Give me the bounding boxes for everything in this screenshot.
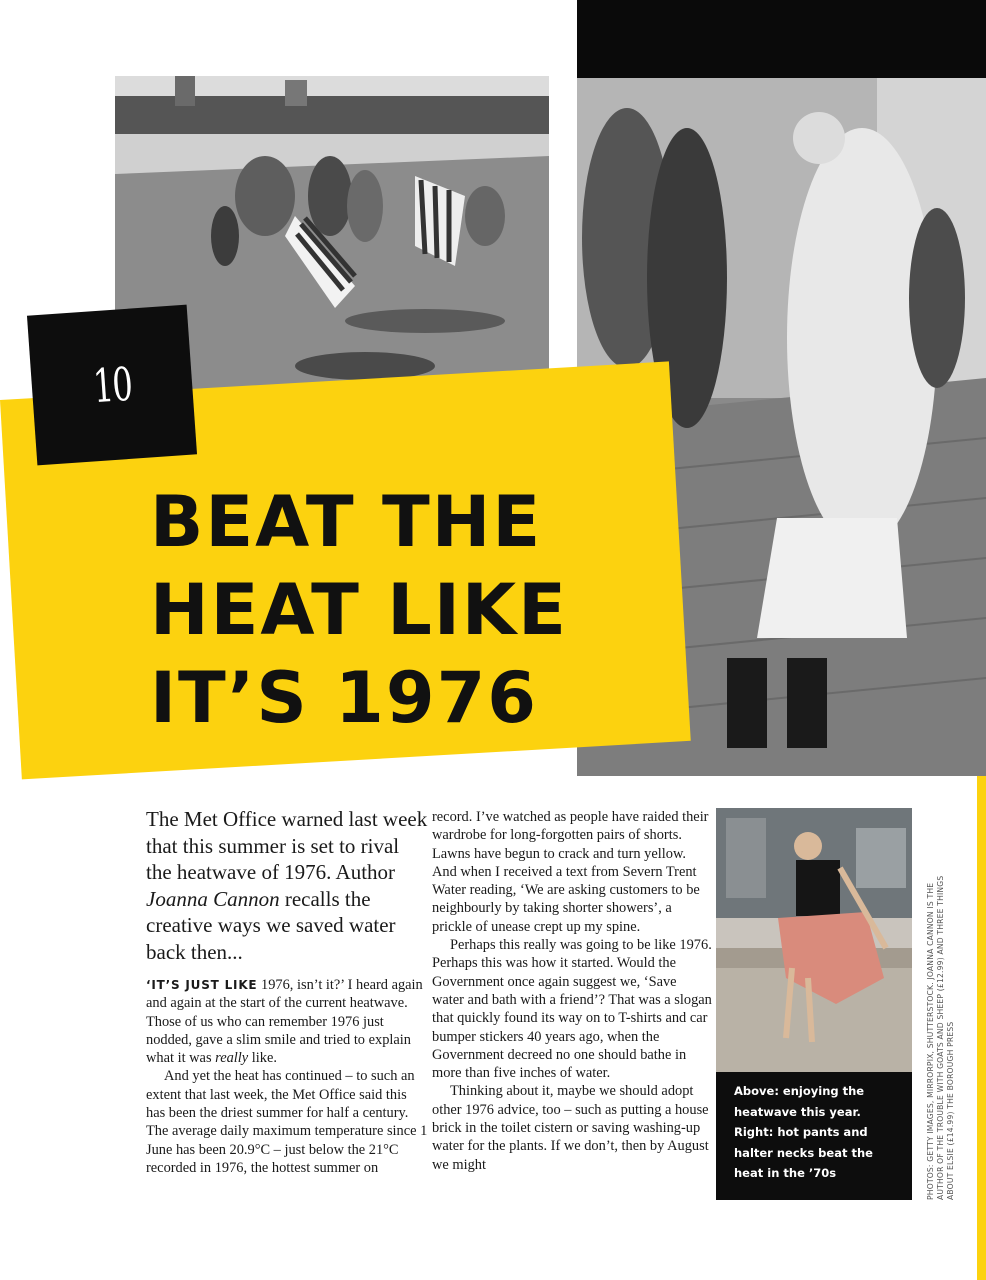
author-name: Joanna Cannon xyxy=(146,886,280,911)
emphasis-text: really xyxy=(215,1050,249,1067)
photo-caption-box xyxy=(716,1072,912,1200)
intro-text-a: The Met Office warned last week that this summer is set to rival the heatwave of 1976. Author xyxy=(146,807,428,884)
headline xyxy=(150,478,670,742)
paragraph xyxy=(146,976,428,1067)
page-edge-yellow-strip xyxy=(977,776,986,1280)
intro-standfirst xyxy=(146,806,428,965)
photo-credits: PHOTOS: GETTY IMAGES, MIRRORPIX, SHUTTERSTOCK. JOANNA CANNON IS THE AUTHOR OF THE TROUBLE WITH GOATS AND SHEEP (£12.99) AND THREE THINGS ABOUT ELSIE (£14.99) THE BOROUGH PRESS xyxy=(926,875,955,1200)
lead-in-caps: ‘IT’S JUST LIKE xyxy=(146,978,258,992)
feature-number-box xyxy=(27,305,197,466)
paragraph-text: like. xyxy=(248,1050,277,1067)
body-column-2 xyxy=(432,808,712,1174)
paragraph: Thinking about it, maybe we should adopt other 1976 advice, too – such as putting a house brick in the toilet cistern or saving washing-up water for the plants. If we don’t, then by August we might xyxy=(432,1083,709,1173)
top-black-bar xyxy=(577,0,986,78)
headline-line-2: HEAT LIKE xyxy=(150,569,568,651)
intro-text-b: recalls the creative ways we saved water back then... xyxy=(146,886,396,964)
paragraph: record. I’ve watched as people have raided their wardrobe for long-forgotten pairs of shorts. Lawns have begun to crack and turn yellow. And when I received a text from Severn Trent Water reading, ‘We are asking customers to be neighbourly by taking shorter showers’, a prickle of unease crept up my spine. xyxy=(432,809,709,935)
body-column-1 xyxy=(146,976,428,1177)
paragraph: Perhaps this really was going to be like 1976. Perhaps this was how it started. Would the Government once again suggest we, ‘Save water and bath with a friend’? That was a slogan that quickly found its way on to T-shirts and car bumper stickers 40 years ago, when the Government decreed no one should bathe in more than five inches of water. xyxy=(432,937,712,1082)
paragraph: And yet the heat has continued – to such an extent that last week, the Met Office said this has been the driest summer for half a century. The average daily maximum temperature since 1 June has been 20.9°C – just below the 21°C recorded in 1976, the hottest summer on xyxy=(146,1068,428,1176)
headline-line-3: IT’S 1976 xyxy=(150,657,538,739)
photo-caption: Above: enjoying the heatwave this year. Right: hot pants and halter necks beat the heat in the ’70s xyxy=(734,1084,873,1180)
headline-line-1: BEAT THE xyxy=(150,481,543,563)
feature-number: 10 xyxy=(91,356,133,414)
paragraph-text: 1976, isn’t it?’ I heard again and again at the start of the current heatwave. Those of us who can remember 1976 just nodded, gave a slim smile and tried to explain what it was xyxy=(146,977,423,1067)
photo-heatwave-this-year xyxy=(716,808,912,1072)
